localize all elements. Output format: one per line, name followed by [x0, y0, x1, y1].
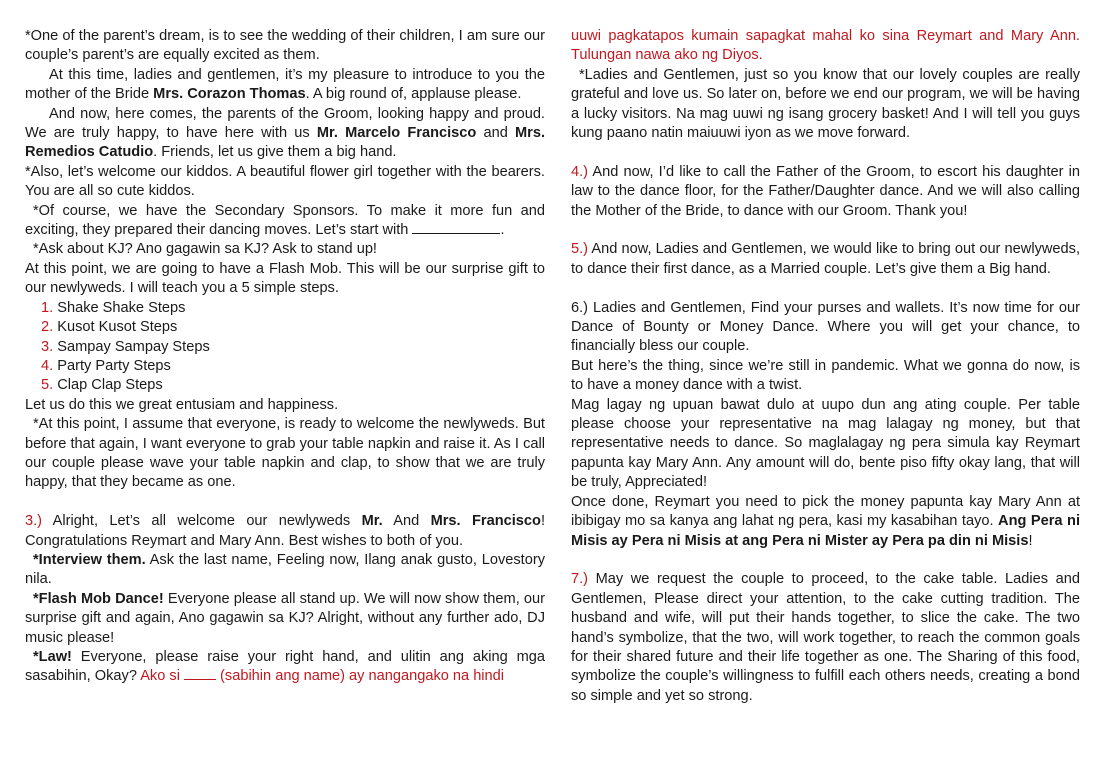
- paragraph-enthusiasm: Let us do this we great entusiam and happiness.: [25, 396, 339, 413]
- paragraph-mother-of-bride: At this time, ladies and gentlemen, it’s my pleasure to introduce to you the mother of the Bride Mrs. Corazon Thomas. A big round of, applause please.: [25, 66, 545, 103]
- list-item: 4. Party Party Steps: [41, 357, 171, 374]
- paragraph-kiddos: *Also, let’s welcome our kiddos. A beautiful flower girl together with the bearers. You are all so cute kiddos.: [25, 163, 545, 200]
- paragraph-parents-dream: *One of the parent’s dream, is to see the wedding of their children, I am sure our couple’s parent’s are equally excited as them.: [25, 28, 545, 64]
- steps-list: [25, 299, 545, 396]
- paragraph-representative: Mag lagay ng upuan bawat dulo at uupo dun ang ating couple. Per table please choose your representative na mag lalagay ng money, but that representative needs to dance. So maglalagay ng pera simula kay Reymart papunta kay Mary Ann. Any amount will do, bente piso fifty okay lang, that will be truly, Appreciated!: [571, 396, 1080, 491]
- left-column: [25, 27, 545, 687]
- name-mother-of-groom: Mrs. Remedios Catudio: [25, 125, 546, 161]
- paragraph-interview: *Interview them. Ask the last name, Feeling now, Ilang anak gusto, Lovestory nila.: [25, 551, 545, 588]
- paragraph-secondary-sponsors: *Of course, we have the Secondary Sponsors. To make it more fun and exciting, they prepared their dancing moves. Let’s start with .: [25, 202, 545, 239]
- paragraph-parents-of-groom: And now, here comes, the parents of the Groom, looking happy and proud. We are truly happy, to have here with us Mr. Marcelo Francisco and Mrs. Remedios Catudio. Friends, let us give them a big hand.: [25, 105, 546, 161]
- name-father-of-groom: Mr. Marcelo Francisco: [316, 125, 477, 142]
- paragraph-oath-continued: uuwi pagkatapos kumain sapagkat mahal ko sina Reymart and Mary Ann. Tulungan nawa ako ng Diyos.: [571, 28, 1080, 64]
- right-column: [571, 27, 1080, 706]
- section-3-welcome: 3.) Alright, Let’s all welcome our newlyweds Mr. And Mrs. Francisco! Congratulations Reymart and Mary Ann. Best wishes to both of you.: [25, 513, 545, 549]
- section-number: 3.): [25, 513, 43, 530]
- section-4-father-daughter: 4.) And now, I’d like to call the Father of the Groom, to escort his daughter in law to the dance floor, for the Father/Daughter dance. And we will also calling the Mother of the Bride, to dance with our Groom. Thank you!: [571, 163, 1080, 219]
- section-6-money-dance: 6.) Ladies and Gentlemen, Find your purses and wallets. It’s now time for our Dance of Bounty or Money Dance. Where you will get your chance, to financially bless our couple.: [571, 299, 1080, 355]
- blank-line: [412, 233, 500, 234]
- name-mother-of-bride: Mrs. Corazon Thomas: [153, 86, 306, 103]
- section-5-first-dance: 5.) And now, Ladies and Gentlemen, we would like to bring out our newlyweds, to dance their first dance, as a Married couple. Let’s give them a Big hand.: [571, 241, 1080, 277]
- paragraph-flash-mob-dance: *Flash Mob Dance! Everyone please all stand up. We will now show them, our surprise gift and again, Ano gagawin sa KJ? Alright, without any further ado, DJ music please!: [25, 590, 545, 646]
- paragraph-flash-mob-intro: At this point, we are going to have a Flash Mob. This will be our surprise gift to our newlyweds. I will teach you a 5 simple steps.: [25, 260, 545, 297]
- section-number: 5.): [571, 241, 589, 258]
- section-number: 7.): [571, 571, 589, 588]
- paragraph-twist: But here’s the thing, since we’re still in pandemic. What we gonna do now, is to have a money dance with a twist.: [571, 357, 1080, 394]
- paragraph-lucky-visitors: *Ladies and Gentlemen, just so you know that our lovely couples are really grateful and love us. So later on, before we end our program, we will be having a lucky visitors. Na mag uuwi ng isang grocery basket! And I will tell you guys kung paano natin maiuuwi iyon as we move forward.: [571, 66, 1080, 142]
- section-7-cake: 7.) May we request the couple to proceed, to the cake table. Ladies and Gentlemen, Please direct your attention, to the cake cutting tradition. The husband and wife, will put their hands together, to slice the cake. The two hand’s symbolize, that the two, will work together, to reach the common goals for their shared future and their life together as one. The Sharing of this food, symbolize the couple’s willingness to fulfill each others needs, creating a bond so simple and yet so strong.: [571, 571, 1080, 704]
- paragraph-napkin: *At this point, I assume that everyone, is ready to welcome the newlyweds. But before that again, I want everyone to grab your table napkin and raise it. As I call our couple please wave your table napkin and clap, to show that we are truly happy, that they became as one.: [25, 416, 545, 491]
- blank-line: [184, 679, 216, 680]
- list-item: 1. Shake Shake Steps: [41, 299, 186, 316]
- paragraph-ask-kj: *Ask about KJ? Ano gagawin sa KJ? Ask to stand up!: [33, 241, 377, 258]
- section-number: 4.): [571, 163, 589, 180]
- paragraph-law: *Law! Everyone, please raise your right hand, and ulitin ang aking mga sasabihin, Okay? Ako si (sabihin ang name) ay nangangako na hindi: [25, 648, 545, 685]
- list-item: 2. Kusot Kusot Steps: [41, 319, 178, 336]
- list-item: 5. Clap Clap Steps: [41, 377, 163, 394]
- list-item: 3. Sampay Sampay Steps: [41, 338, 210, 355]
- paragraph-pick-money: Once done, Reymart you need to pick the money papunta kay Mary Ann at ibibigay mo sa kanya ang lahat ng pera, kasi my kasabihan tayo. Ang Pera ni Misis ay Pera ni Misis at ang Pera ni Mister ay Pera pa din ni Misis!: [571, 493, 1081, 549]
